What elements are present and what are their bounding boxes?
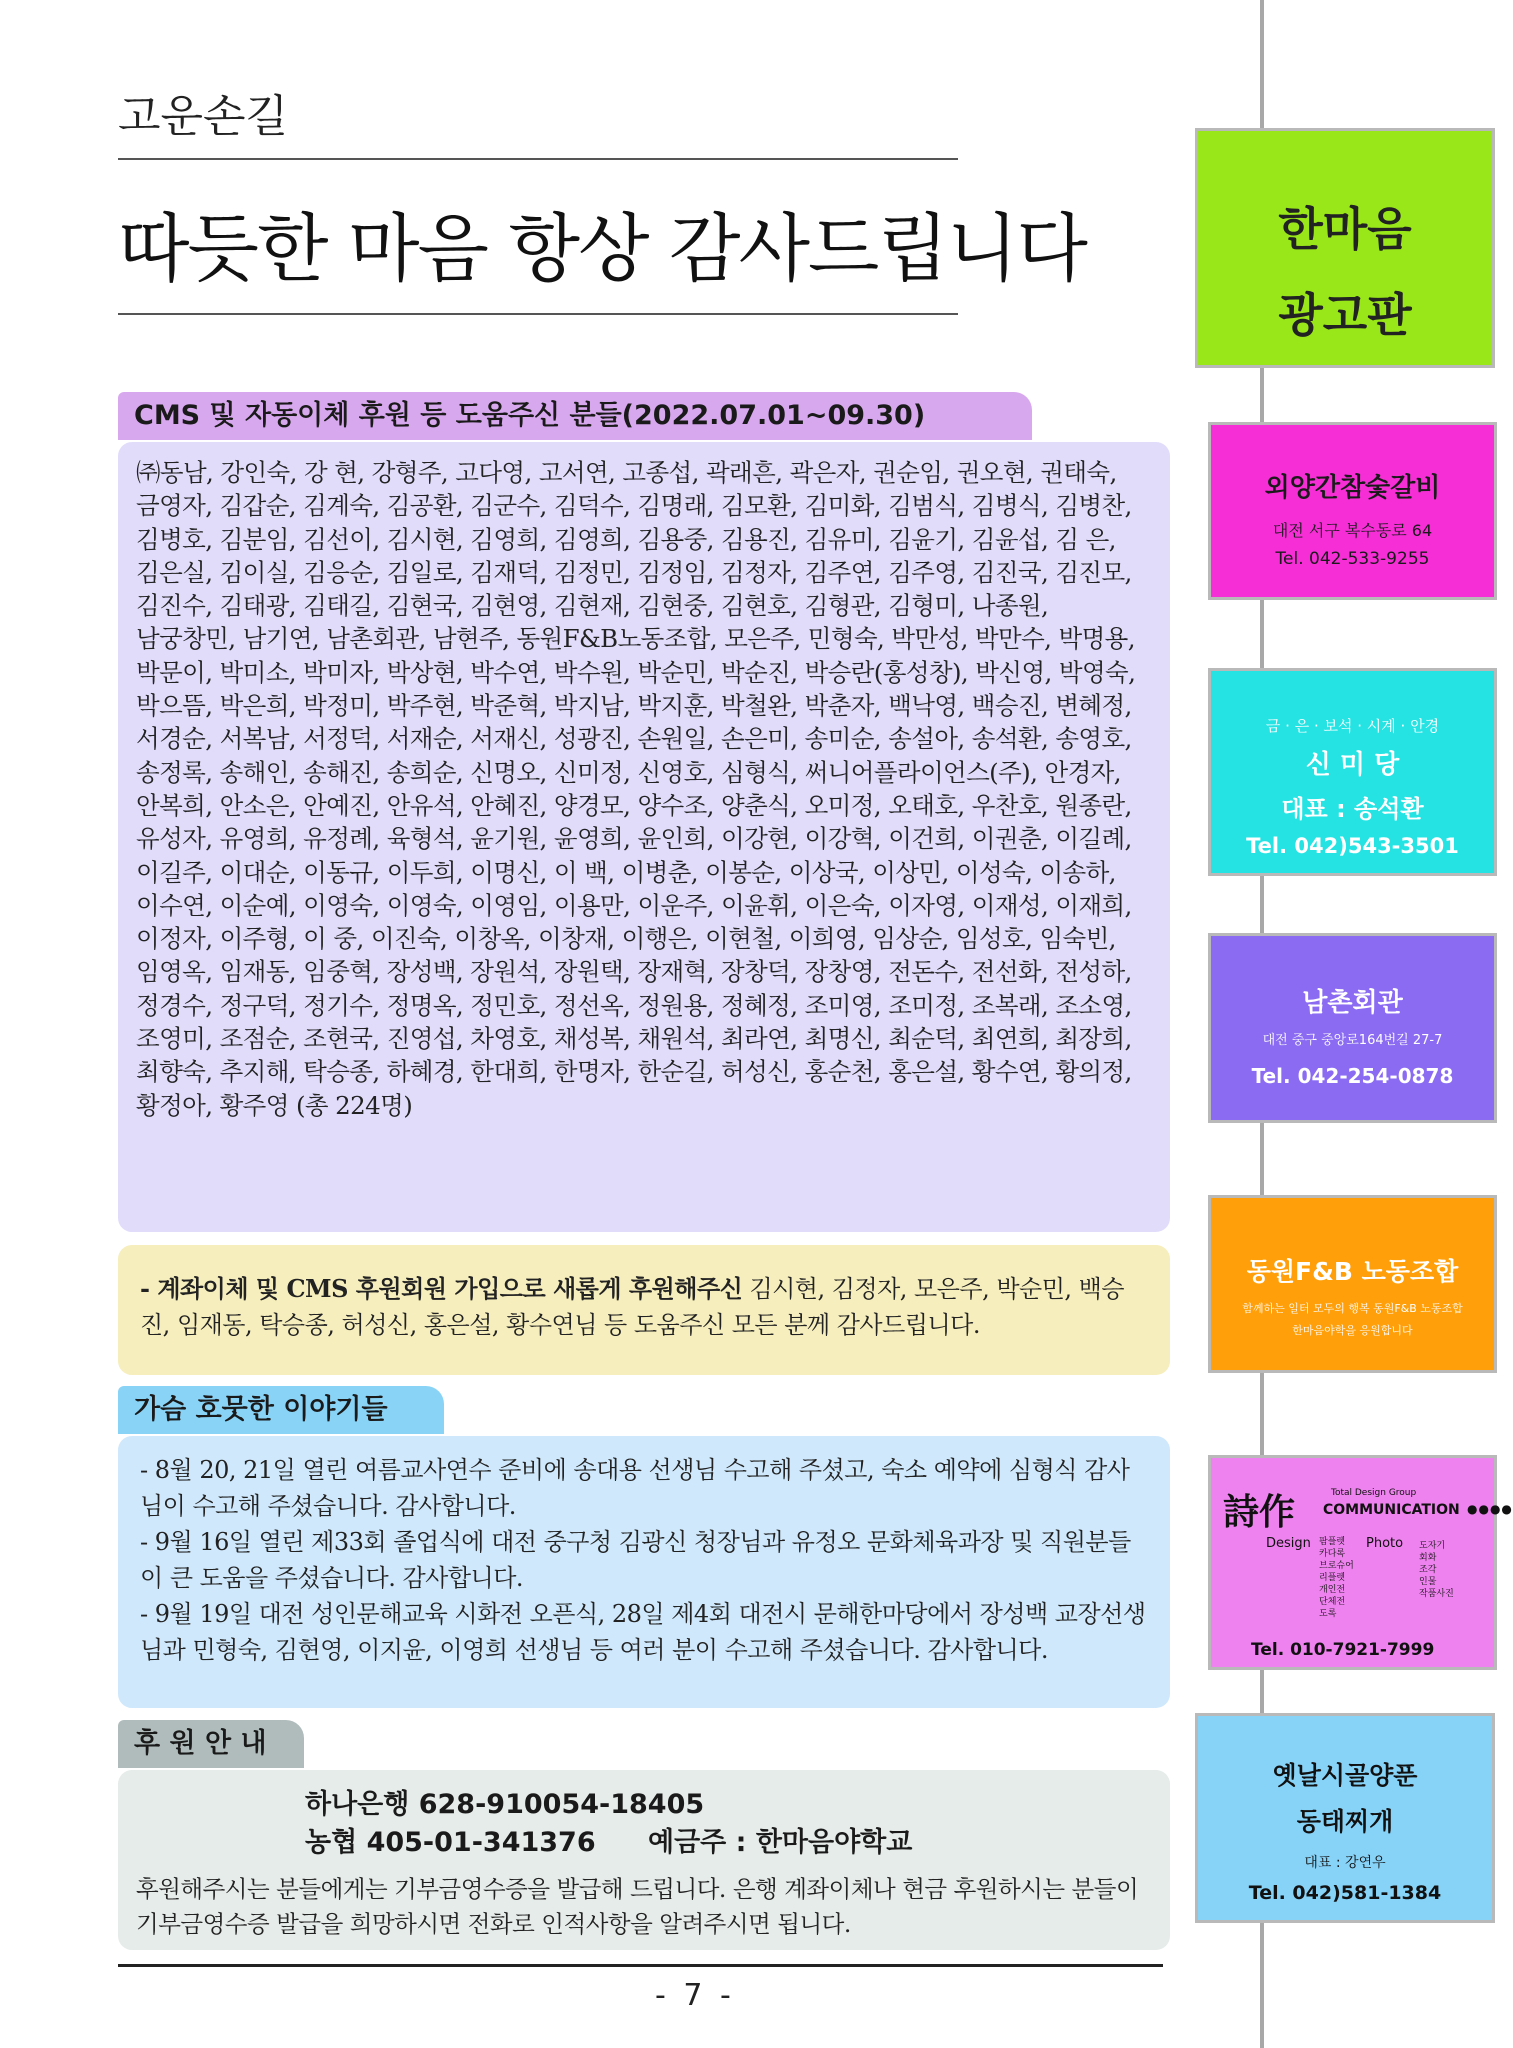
ad-yetnal-rep: 대표 : 강연우 bbox=[1304, 1855, 1386, 1871]
ad-sijak-design-item: 카다록 bbox=[1319, 1549, 1346, 1559]
bank-account-2: 농협 405-01-341376 bbox=[305, 1827, 596, 1858]
header-rule-bottom bbox=[118, 313, 958, 315]
new-members-text: 김시현, 김정자, 모은주, 박순민, 백승진, 임재동, 탁승종, 허성신, 홍은설, 황수연님 등 도움주신 모든 분께 감사드립니다. bbox=[140, 1275, 1125, 1339]
ad-sinmidang bbox=[1208, 668, 1497, 876]
bank-account-1: 하나은행 628-910054-18405 bbox=[305, 1789, 705, 1820]
ad-dongwon-union bbox=[1208, 1195, 1497, 1373]
ad-oeyanggan-address: 대전 서구 복수동로 64 bbox=[1272, 521, 1433, 540]
ad-sijak-group: Total Design Group bbox=[1331, 1488, 1417, 1498]
ad-board-line2: 광고판 bbox=[1278, 288, 1412, 342]
ad-dongwon-name: 동원F&B 노동조합 bbox=[1246, 1257, 1459, 1286]
ad-namchon-tel: Tel. 042-254-0878 bbox=[1251, 1064, 1454, 1088]
page-title: 따듯한 마음 항상 감사드립니다 bbox=[118, 206, 1086, 292]
stories-box bbox=[118, 1436, 1170, 1708]
ad-sijak-design-list bbox=[1319, 1536, 1354, 1620]
ad-sijak-photo-item: 인물 bbox=[1419, 1577, 1437, 1587]
ad-namchon bbox=[1208, 933, 1497, 1123]
ad-sijak-photo-list bbox=[1419, 1540, 1454, 1600]
support-notice: 후원해주시는 분들에게는 기부금영수증을 발급해 드립니다. 은행 계좌이체나 현금 후원하시는 분들이 기부금영수증 발급을 희망하시면 전화로 인적사항을 알려주시면 됩니다. bbox=[136, 1875, 1139, 1938]
ad-sijak-dots: ●●●● bbox=[1467, 1502, 1513, 1516]
ad-sijak-photo-item: 도자기 bbox=[1419, 1541, 1446, 1551]
support-heading: 후 원 안 내 bbox=[118, 1720, 304, 1768]
ad-sijak-design-item: 개인전 bbox=[1319, 1585, 1346, 1595]
ad-sijak-design-item: 브로슈어 bbox=[1319, 1561, 1354, 1571]
ad-yetnal-sigol bbox=[1195, 1713, 1495, 1923]
account-holder: 예금주 : 한마음야학교 bbox=[648, 1827, 913, 1858]
donors-heading: CMS 및 자동이체 후원 등 도움주신 분들(2022.07.01~09.30) bbox=[118, 392, 1032, 440]
ad-sijak-design-label: Design bbox=[1266, 1536, 1311, 1551]
ad-sijak-design-item: 단체전 bbox=[1319, 1597, 1346, 1607]
ad-yetnal-tel: Tel. 042)581-1384 bbox=[1248, 1882, 1442, 1904]
page-number: - 7 - bbox=[655, 1978, 735, 2013]
ad-sinmidang-tel: Tel. 042)543-3501 bbox=[1246, 834, 1459, 858]
ad-oeyanggan-tel: Tel. 042-533-9255 bbox=[1275, 549, 1430, 569]
story-item: - 9월 19일 대전 성인문해교육 시화전 오픈식, 28일 제4회 대전시 문해한마당에서 장성백 교장선생님과 민형숙, 김현영, 이지윤, 이영희 선생님 등 여러 분이 수고해 주셨습니다. 감사합니다. bbox=[140, 1600, 1146, 1664]
story-item: - 9월 16일 열린 제33회 졸업식에 대전 중구청 김광신 청장님과 유정오 문화체육과장 및 직원분들이 큰 도움을 주셨습니다. 감사합니다. bbox=[140, 1528, 1131, 1592]
ad-sijak-logo: 詩作 bbox=[1223, 1491, 1296, 1533]
ad-sijak-design-item: 팜플렛 bbox=[1319, 1537, 1346, 1547]
ad-sijak-design-item: 리플렛 bbox=[1319, 1573, 1346, 1583]
header-rule-top bbox=[118, 158, 958, 160]
support-box bbox=[118, 1770, 1170, 1950]
ad-oeyanggan-name: 외양간참숯갈비 bbox=[1264, 473, 1441, 503]
ad-sijak-photo-item: 조각 bbox=[1419, 1565, 1437, 1575]
ad-namchon-name: 남촌회관 bbox=[1302, 988, 1403, 1018]
stories-heading: 가슴 호뭇한 이야기들 bbox=[118, 1386, 444, 1434]
story-item: - 8월 20, 21일 열린 여름교사연수 준비에 송대용 선생님 수고해 주셨고, 숙소 예약에 심형식 감사님이 수고해 주셨습니다. 감사합니다. bbox=[140, 1456, 1130, 1520]
ad-sijak-photo-label: Photo bbox=[1366, 1536, 1404, 1551]
ad-sijak-brand: COMMUNICATION bbox=[1323, 1502, 1460, 1518]
section-label: 고운손길 bbox=[118, 91, 289, 142]
ad-hanmaeum-board bbox=[1195, 128, 1495, 368]
ad-sinmidang-name: 신 미 당 bbox=[1305, 750, 1400, 780]
ad-sinmidang-rep: 대표 : 송석환 bbox=[1281, 795, 1424, 823]
ad-sijak-design-item: 도록 bbox=[1319, 1609, 1337, 1619]
ad-sijak-photo-item: 회화 bbox=[1419, 1553, 1437, 1563]
ad-board-line1: 한마음 bbox=[1278, 202, 1412, 256]
ad-sijak-photo-item: 작품사진 bbox=[1419, 1589, 1454, 1599]
ad-dongwon-slogan1: 함께하는 일터 모두의 행복 동원F&B 노동조합 bbox=[1242, 1302, 1463, 1315]
ad-sijak-communication bbox=[1208, 1455, 1513, 1670]
footer-rule bbox=[118, 1964, 1163, 1967]
ad-oeyanggan bbox=[1208, 422, 1497, 600]
new-members-prefix: - 계좌이체 및 CMS 후원회원 가입으로 새롭게 후원해주신 bbox=[140, 1274, 743, 1303]
ad-dongwon-slogan2: 한마음야학을 응원합니다 bbox=[1292, 1324, 1413, 1337]
ad-sinmidang-tagline: 금 · 은 · 보석 · 시계 · 안경 bbox=[1265, 717, 1440, 735]
new-members-note bbox=[118, 1245, 1170, 1375]
ad-sijak-tel: Tel. 010-7921-7999 bbox=[1251, 1640, 1435, 1660]
donor-list: ㈜동남, 강인숙, 강 현, 강형주, 고다영, 고서연, 고종섭, 곽래흔, 곽은자, 권순임, 권오현, 권태숙, 금영자, 김갑순, 김계숙, 김공환, 김군수, 김덕수, 김명래, 김모환, 김미화, 김범식, 김병식, 김병찬, 김병호, 김분임, 김선이, 김시현, 김영희, 김영희, 김용중, 김용진, 김유미, 김윤기, 김윤섭, 김 은, 김은실, 김이실, 김응순, 김일로, 김재덕, 김정민, 김정임, 김정자, 김주연, 김주영, 김진국, 김진모, 김진수, 김태광, 김태길, 김현국, 김현영, 김현재, 김현중, 김현호, 김형관, 김형미, 나종원, 남궁창민, 남기연, 남촌회관, 남현주, 동원F&B노동조합, 모은주, 민형숙, 박만성, 박만수, 박명용, 박문이, 박미소, 박미자, 박상현, 박수연, 박수원, 박순민, 박순진, 박승란(홍성창), 박신영, 박영숙, 박으뜸, 박은희, 박정미, 박주현, 박준혁, 박지남, 박지훈, 박철완, 박춘자, 백낙영, 백승진, 변혜정, 서경순, 서복남, 서정덕, 서재순, 서재신, 성광진, 손원일, 손은미, 송미순, 송설아, 송석환, 송영호, 송정록, 송해인, 송해진, 송희순, 신명오, 신미정, 신영호, 심형식, 써니어플라이언스(주), 안경자, 안복희, 안소은, 안예진, 안유석, 안혜진, 양경모, 양수조, 양춘식, 오미정, 오태호, 우찬호, 원종란, 유성자, 유영희, 유정례, 육형석, 윤기원, 윤영희, 윤인희, 이강현, 이강혁, 이건희, 이권춘, 이길례, 이길주, 이대순, 이동규, 이두희, 이명신, 이 백, 이병춘, 이봉순, 이상국, 이상민, 이성숙, 이송하, 이수연, 이순예, 이영숙, 이영숙, 이영임, 이용만, 이운주, 이윤휘, 이은숙, 이자영, 이재성, 이재희, 이정자, 이주형, 이 중, 이진숙, 이창옥, 이창재, 이행은, 이현철, 이희영, 임상순, 임성호, 임숙빈, 임영옥, 임재동, 임중혁, 장성백, 장원석, 장원택, 장재혁, 장창덕, 장창영, 전돈수, 전선화, 전성하, 정경수, 정구덕, 정기수, 정명옥, 정민호, 정선옥, 정원용, 정혜정, 조미영, 조미정, 조복래, 조소영, 조영미, 조점순, 조현국, 진영섭, 차영호, 채성복, 채원석, 최라연, 최명신, 최순덕, 최연희, 최장희, 최향숙, 추지해, 탁승종, 하혜경, 한대희, 한명자, 한순길, 허성신, 홍순천, 홍은설, 황수연, 황의정, 황정아, 황주영 (총 224명) bbox=[118, 442, 1170, 1232]
ad-namchon-address: 대전 중구 중앙로164번길 27-7 bbox=[1262, 1033, 1443, 1048]
ad-yetnal-name: 옛날시골양푼 bbox=[1272, 1761, 1418, 1790]
ad-yetnal-sub: 동태찌개 bbox=[1296, 1807, 1394, 1836]
